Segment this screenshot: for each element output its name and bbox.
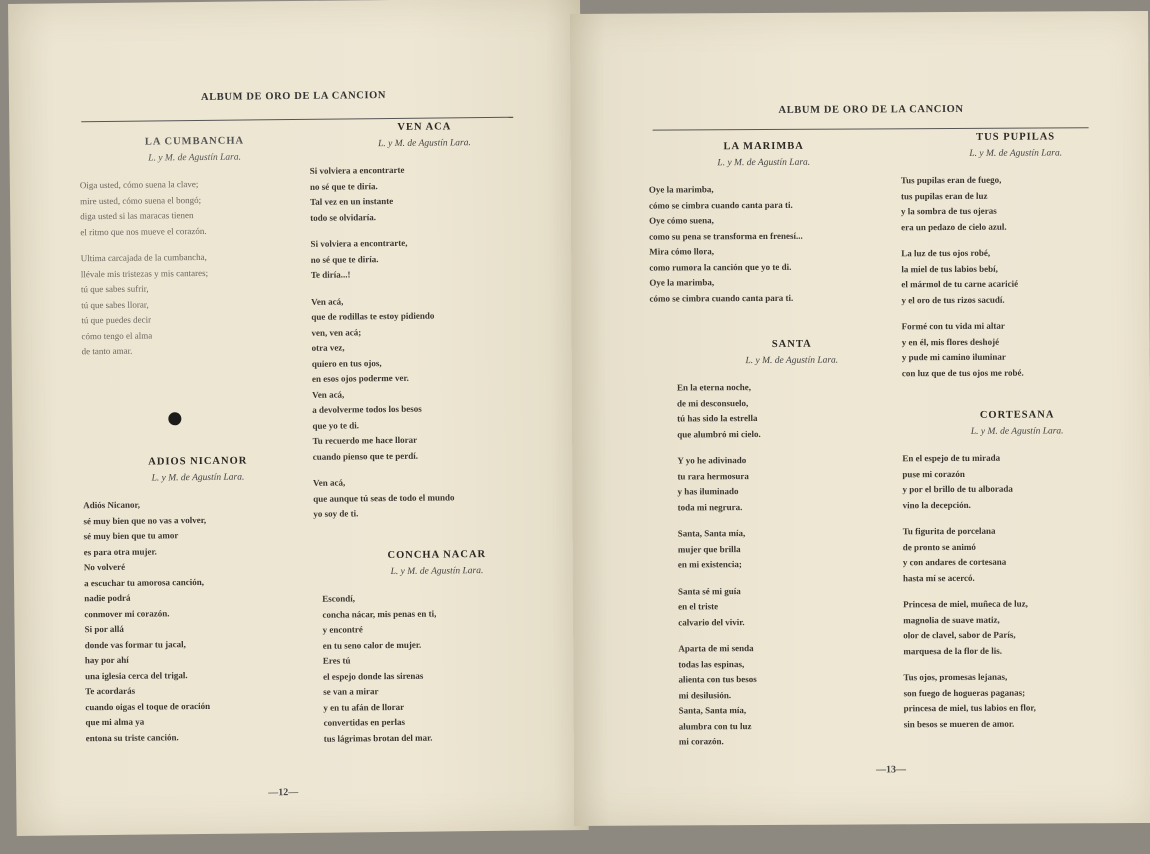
lyric-line: a devolverme todos los besos (312, 403, 422, 415)
stanza (903, 523, 1133, 586)
stanza (310, 161, 541, 225)
lyric-line: Si por allá (84, 623, 124, 635)
left-page (8, 0, 589, 836)
song-title: TUS PUPILAS (976, 131, 1056, 143)
lyric-line: Mira cómo llora, (649, 246, 715, 257)
lyric-line: Eres tú (322, 655, 351, 666)
lyric-line: donde vas formar tu jacal, (84, 638, 186, 650)
lyric-line: calvario del vivir. (678, 616, 745, 627)
ornament-dot (168, 412, 181, 425)
lyric-line: que alumbró mi cielo. (677, 428, 761, 439)
song-credit: L. y M. de Agustín Lara. (969, 148, 1063, 159)
stanza (649, 181, 880, 306)
lyric-line: en tu seno calor de mujer. (322, 639, 422, 651)
lyric-line: que mi alma ya (85, 716, 145, 728)
lyric-line: cuando oigas el toque de oración (85, 700, 211, 712)
song-ven-aca (309, 120, 543, 533)
song-credit: L. y M. de Agustín Lara. (378, 138, 471, 150)
lyric-line: era un pedazo de cielo azul. (901, 221, 1007, 232)
right-header-rule (653, 127, 1089, 130)
song-title: SANTA (771, 338, 812, 350)
lyric-line: tus lágrimas brotan del mar. (323, 732, 433, 744)
lyric-line: Oye la marimba, (649, 277, 715, 288)
stanza (678, 640, 909, 750)
stanza (677, 379, 907, 442)
lyric-line: mi desilusión. (678, 689, 732, 700)
stanza (901, 172, 1131, 235)
lyric-line: ven, ven acá; (311, 326, 362, 338)
lyric-line: otra vez, (311, 342, 345, 353)
lyric-line: princesa de miel, tus labios en flor, (903, 702, 1036, 714)
lyric-line: puse mi corazón (902, 468, 965, 479)
lyric-line: y con andares de cortesana (902, 556, 1007, 568)
stanza (81, 249, 312, 360)
right-page (570, 11, 1150, 826)
song-title: ADIOS NICANOR (148, 455, 248, 468)
stanza (677, 452, 907, 515)
stanza (322, 589, 554, 746)
lyric-line: Tu recuerdo me hace llorar (312, 434, 418, 446)
lyric-line: que yo te di. (312, 419, 359, 431)
lyric-line: Te diría...! (310, 269, 351, 280)
lyric-line: Santa, Santa mía, (677, 528, 746, 539)
song-adios-nicanor (83, 455, 316, 757)
right-page-header: ALBUM DE ORO DE LA CANCION (778, 103, 964, 116)
lyric-line: toda mi negrura. (677, 501, 743, 512)
lyric-line: olor de clavel, sabor de París, (903, 629, 1016, 641)
lyric-line: No volveré (83, 561, 126, 573)
song-credit: L. y M. de Agustín Lara. (717, 157, 811, 169)
song-credit: L. y M. de Agustín Lara. (390, 566, 484, 578)
lyric-line: Tu figurita de porcelana (902, 525, 996, 537)
lyric-line: Ven acá, (311, 296, 344, 307)
lyric-line: Si volviera a encontrarte, (310, 237, 408, 249)
lyric-line: Santa, Santa mía, (678, 705, 747, 716)
lyric-line: alumbra con tu luz (678, 720, 752, 731)
lyric-line: todo se olvidaría. (310, 211, 377, 223)
song-la-cumbancha (79, 135, 311, 371)
lyric-line: cómo se cimbra cuando canta para ti. (648, 199, 793, 211)
lyric-line: entona su triste canción. (85, 731, 179, 743)
lyric-line: en mi existencia; (677, 559, 742, 570)
lyric-line: el ritmo que nos mueve el corazón. (80, 225, 207, 237)
lyric-line: Aparta de mi senda (678, 643, 754, 654)
lyric-line: Escondí, (322, 593, 356, 604)
lyric-line: hasta mí se acercó. (902, 572, 975, 583)
lyric-line: y pude mi camino iluminar (901, 351, 1006, 363)
lyric-line: y en tu afán de llorar (323, 701, 405, 713)
song-credit: L. y M. de Agustín Lara. (148, 152, 242, 164)
stanza (678, 583, 908, 631)
stanza (901, 245, 1131, 308)
song-title: CORTESANA (979, 409, 1055, 421)
lyric-line: tu rara hermosura (677, 470, 749, 481)
lyric-line: y la sombra de tus ojeras (901, 205, 997, 217)
lyric-line: nadie podrá (84, 592, 131, 604)
lyric-line: con luz que de tus ojos me robé. (901, 367, 1024, 378)
lyric-line: Ultima carcajada de la cumbancha, (80, 251, 207, 264)
song-title: VEN ACA (397, 121, 452, 133)
lyric-line: el mármol de tu carne acaricié (901, 278, 1019, 290)
song-credit: L. y M. de Agustín Lara. (970, 426, 1064, 437)
song-santa (677, 338, 909, 761)
lyric-line: En el espejo de tu mirada (902, 452, 1001, 464)
lyric-line: de tanto amar. (81, 345, 133, 357)
lyric-line: marquesa de la flor de lis. (903, 645, 1003, 656)
lyric-line: Tal vez en un instante (310, 195, 394, 207)
lyric-line: tú has sido la estrella (677, 413, 758, 424)
lyric-line: Te acordarás (85, 685, 136, 697)
lyric-line: Adiós Nicanor, (83, 499, 140, 511)
lyric-line: tú que puedes decir (81, 314, 152, 326)
stanza (678, 525, 908, 573)
stanza (902, 450, 1132, 513)
stanza (311, 292, 543, 465)
song-credit: L. y M. de Agustín Lara. (151, 472, 245, 484)
lyric-line: hay por ahí (84, 654, 129, 666)
stanza (80, 176, 311, 240)
lyric-line: quiero en tus ojos, (311, 357, 382, 369)
lyric-line: y el oro de tus rizos sacudí. (901, 294, 1005, 305)
stanza (83, 496, 316, 746)
lyric-line: son fuego de hogueras paganas; (903, 687, 1026, 698)
lyric-line: En la eterna noche, (676, 382, 751, 393)
lyric-line: sé muy bien que no vas a volver, (83, 514, 207, 526)
lyric-line: no sé que te diría. (310, 253, 379, 265)
lyric-line: convertidas en perlas (323, 716, 406, 728)
song-concha-nacar (322, 548, 554, 757)
lyric-line: de mi desconsuelo, (677, 397, 749, 408)
lyric-line: mi corazón. (678, 736, 724, 747)
lyric-line: es para otra mujer. (83, 545, 157, 557)
lyric-line: todas las espinas, (678, 658, 745, 669)
right-page-number: —13— (875, 764, 906, 776)
lyric-line: alienta con tus besos (678, 674, 757, 685)
lyric-line: Si volviera a encontrarte (309, 164, 405, 176)
lyric-line: como rumora la canción que yo te di. (649, 261, 792, 273)
lyric-line: vino la decepción. (902, 499, 971, 510)
lyric-line: y has iluminado (677, 486, 739, 497)
lyric-line: el espejo donde las sirenas (323, 670, 424, 682)
lyric-line: Oye la marimba, (648, 184, 714, 195)
stanza (313, 473, 543, 522)
lyric-line: la miel de tus labios bebí, (901, 263, 998, 274)
lyric-line: Princesa de miel, muñeca de luz, (903, 598, 1028, 610)
lyric-line: que de rodillas te estoy pidiendo (311, 310, 435, 322)
lyric-line: Tus pupilas eran de fuego, (900, 174, 1002, 186)
song-title: LA MARIMBA (723, 140, 804, 153)
lyric-line: mujer que brilla (677, 543, 741, 554)
song-title: LA CUMBANCHA (144, 135, 245, 148)
lyric-line: que aunque tú seas de todo el mundo (313, 491, 455, 504)
stanza (310, 234, 540, 283)
lyric-line: Oiga usted, cómo suena la clave; (79, 179, 199, 191)
song-title: CONCHA NACAR (387, 549, 487, 562)
song-la-marimba (649, 140, 880, 317)
lyric-line: sé muy bien que tu amor (83, 530, 179, 542)
lyric-line: tú que sabes sufrir, (80, 283, 149, 295)
lyric-line: cuando pienso que te perdí. (312, 450, 419, 462)
lyric-line: tus pupilas eran de luz (900, 190, 988, 201)
lyric-line: Ven acá, (312, 477, 346, 488)
lyric-line: en el triste (678, 601, 719, 612)
lyric-line: sin besos se mueren de amor. (903, 718, 1015, 729)
lyric-line: tú que sabes llorar, (81, 299, 149, 310)
lyric-line: no sé que te diría. (309, 180, 378, 192)
lyric-line: mire usted, cómo suena el bongó; (80, 194, 202, 206)
stanza (903, 669, 1133, 732)
lyric-line: de pronto se animó (902, 541, 976, 552)
song-tus-pupilas (901, 131, 1132, 392)
lyric-line: Santa sé mi guía (677, 585, 741, 596)
lyric-line: a escuchar tu amorosa canción, (84, 576, 205, 588)
song-cortesana (902, 409, 1134, 743)
lyric-line: una iglesia cerca del trigal. (84, 669, 188, 681)
stanza (903, 596, 1133, 659)
lyric-line: se van a mirar (323, 686, 379, 697)
left-page-number: —12— (268, 787, 299, 799)
lyric-line: llévale mis tristezas y mis cantares; (80, 267, 209, 279)
lyric-line: conmover mi corazón. (84, 607, 170, 619)
lyric-line: y por el brillo de tu alborada (902, 483, 1013, 495)
lyric-line: Tus ojos, promesas lejanas, (903, 671, 1008, 683)
stanza (902, 318, 1132, 381)
lyric-line: y en él, mis flores deshojé (901, 336, 1000, 347)
lyric-line: en esos ojos poderme ver. (311, 372, 409, 384)
left-page-header: ALBUM DE ORO DE LA CANCION (200, 90, 387, 103)
lyric-line: La luz de tus ojos robé, (901, 247, 991, 259)
lyric-line: Y yo he adivinado (677, 455, 747, 466)
lyric-line: Formé con tu vida mi altar (901, 320, 1005, 332)
song-credit: L. y M. de Agustín Lara. (745, 355, 839, 367)
lyric-line: y encontré (322, 624, 363, 635)
lyric-line: concha nácar, mis penas en ti, (322, 608, 437, 620)
lyric-line: yo soy de ti. (313, 508, 359, 519)
lyric-line: cómo se cimbra cuando canta para ti. (649, 292, 794, 304)
lyric-line: cómo tengo el alma (81, 330, 153, 341)
lyric-line: Oye cómo suena, (649, 215, 714, 226)
lyric-line: diga usted si las maracas tienen (80, 210, 194, 222)
lyric-line: Ven acá, (312, 389, 345, 400)
lyric-line: como su pena se transforma en frenesí... (649, 230, 803, 242)
lyric-line: magnolia de suave matiz, (903, 614, 1000, 625)
